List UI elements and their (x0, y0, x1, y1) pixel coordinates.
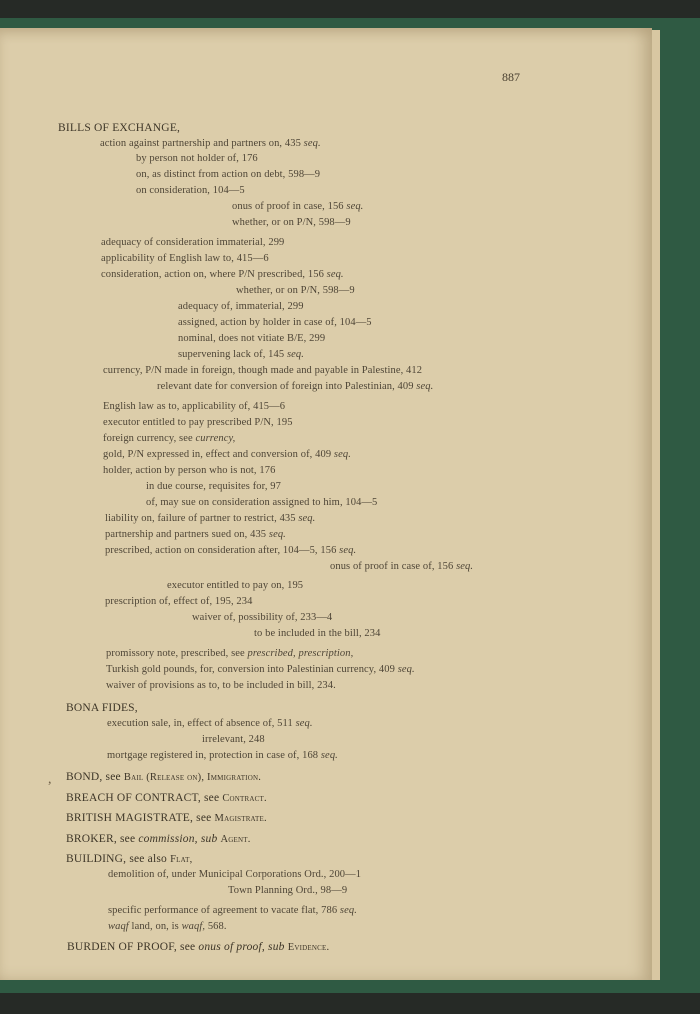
entry-text: waiver of provisions as to, to be included in bill, 234. (106, 680, 336, 691)
entry-text: executor entitled to pay prescribed P/N, 195 (103, 417, 293, 428)
entry-text: BUILDING, see also (66, 853, 171, 865)
small-caps-text: Agent. (220, 834, 251, 845)
index-subentry (105, 513, 315, 524)
index-subentry (103, 449, 351, 460)
italic-text: seq. (346, 201, 364, 212)
index-subentry (107, 750, 338, 761)
index-subentry (103, 465, 275, 476)
entry-text: in due course, requisites for, 97 (146, 481, 281, 492)
entry-text: prescription of, effect of, 195, 234 (105, 596, 253, 607)
index-subentry (101, 253, 269, 264)
entry-text: whether, or on P/N, 598—9 (236, 285, 355, 296)
italic-text: waqf (108, 921, 129, 932)
index-subentry (108, 905, 357, 916)
entry-text: partnership and partners sued on, 435 (105, 529, 269, 540)
italic-text: seq. (298, 513, 316, 524)
entry-text: BOND, see (66, 771, 124, 783)
entry-text: gold, P/N expressed in, effect and conversion of, 409 (103, 449, 334, 460)
entry-text: foreign currency, see (103, 433, 196, 444)
entry-text: Turkish gold pounds, for, conversion into Palestinian currency, 409 (106, 664, 398, 675)
italic-text: seq. (333, 449, 351, 460)
entry-text: onus of proof in case, 156 (232, 201, 347, 212)
index-subentry (103, 401, 285, 412)
small-caps-text: Magistrate. (214, 813, 267, 824)
entry-text: promissory note, prescribed, see (106, 648, 248, 659)
entry-text: 568. (205, 921, 227, 932)
small-caps-text: Bail (Release on), Immigration. (123, 772, 262, 783)
italic-text: waqf, (181, 921, 206, 932)
margin-mark: , (48, 772, 52, 787)
entry-text: of, may sue on consideration assigned to him, 104—5 (146, 497, 378, 508)
index-subentry (146, 481, 281, 492)
entry-text: onus of proof in case of, 156 (330, 561, 457, 572)
index-subentry (136, 185, 245, 196)
index-subentry (136, 169, 320, 180)
index-heading (67, 941, 329, 953)
index-subentry (107, 718, 313, 729)
italic-text: seq. (320, 750, 338, 761)
entry-text: adequacy of consideration immaterial, 299 (101, 237, 285, 248)
entry-text: BILLS OF EXCHANGE, (58, 122, 181, 134)
entry-text: by person not holder of, 176 (136, 153, 258, 164)
entry-text: irrelevant, 248 (202, 734, 265, 745)
entry-text: BONA FIDES, (66, 702, 138, 714)
index-subentry (103, 433, 235, 444)
entry-text: waiver of, possibility of, 233—4 (192, 612, 333, 623)
index-subentry (103, 417, 293, 428)
entry-text: on, as distinct from action on debt, 598—9 (136, 169, 321, 180)
italic-text: currency, (195, 433, 236, 444)
index-subentry (228, 885, 347, 896)
entry-text: supervening lack of, 145 (178, 349, 287, 360)
index-subentry (103, 365, 422, 376)
index-subentry (106, 680, 336, 691)
entry-text: assigned, action by holder in case of, 104—5 (178, 317, 372, 328)
italic-text: onus of proof, sub (198, 941, 288, 953)
entry-text: currency, P/N made in foreign, though made and payable in Palestine, 412 (103, 365, 423, 376)
entry-text: prescribed, action on consideration after, 104—5, 156 (105, 545, 340, 556)
page-number: 887 (502, 70, 520, 84)
italic-text: prescribed, prescription, (247, 648, 354, 659)
index-subentry (106, 648, 353, 659)
index-subentry (192, 612, 332, 623)
index-heading (66, 771, 261, 783)
index-subentry (232, 201, 363, 212)
entry-text: execution sale, in, effect of absence of, 511 (107, 718, 296, 729)
index-subentry (101, 269, 344, 280)
entry-text: nominal, does not vitiate B/E, 299 (178, 333, 326, 344)
entry-text: demolition of, under Municipal Corporations Ord., 200—1 (108, 869, 362, 880)
italic-text: seq. (326, 269, 344, 280)
small-caps-text: Flat, (170, 854, 193, 865)
index-subentry (232, 217, 351, 228)
entry-text: specific performance of agreement to vacate flat, 786 (108, 905, 340, 916)
small-caps-text: Evidence. (287, 942, 330, 953)
entry-text: action against partnership and partners on, 435 (100, 138, 304, 149)
index-subentry (167, 580, 303, 591)
index-subentry (105, 596, 252, 607)
index-subentry (101, 237, 284, 248)
index-subentry (254, 628, 380, 639)
italic-text: seq. (416, 381, 434, 392)
entry-text: consideration, action on, where P/N prescribed, 156 (101, 269, 327, 280)
entry-text: BREACH OF CONTRACT, see (66, 792, 223, 804)
italic-text: seq. (286, 349, 304, 360)
index-subentry (105, 545, 356, 556)
italic-text: seq. (339, 905, 357, 916)
index-subentry (106, 664, 415, 675)
entry-text: liability on, failure of partner to restrict, 435 (105, 513, 299, 524)
index-subentry (178, 333, 325, 344)
index-heading (66, 792, 267, 804)
index-subentry (105, 529, 286, 540)
index-heading (66, 702, 138, 714)
index-subentry (178, 349, 304, 360)
entry-text: to be included in the bill, 234 (254, 628, 381, 639)
index-subentry (202, 734, 265, 745)
index-subentry (236, 285, 355, 296)
italic-text: seq. (397, 664, 415, 675)
entry-text: applicability of English law to, 415—6 (101, 253, 269, 264)
index-subentry (108, 869, 361, 880)
entry-text: adequacy of, immaterial, 299 (178, 301, 304, 312)
entry-text: executor entitled to pay on, 195 (167, 580, 304, 591)
index-subentry (100, 138, 321, 149)
index-subentry (330, 561, 473, 572)
entry-text: mortgage registered in, protection in case of, 168 (107, 750, 321, 761)
entry-text: holder, action by person who is not, 176 (103, 465, 276, 476)
italic-text: seq. (456, 561, 474, 572)
index-heading (66, 853, 192, 865)
index-heading (66, 833, 251, 845)
index-subentry (178, 301, 304, 312)
entry-text: BRITISH MAGISTRATE, see (66, 812, 215, 824)
entry-text: BURDEN OF PROOF, see (67, 941, 199, 953)
entry-text: whether, or on P/N, 598—9 (232, 217, 351, 228)
index-subentry (136, 153, 258, 164)
index-heading (66, 812, 267, 824)
italic-text: seq. (295, 718, 313, 729)
italic-text: seq. (339, 545, 357, 556)
entry-text: Town Planning Ord., 98—9 (228, 885, 348, 896)
italic-text: commission, sub (138, 833, 221, 845)
index-subentry (178, 317, 372, 328)
entry-text: English law as to, applicability of, 415—6 (103, 401, 286, 412)
small-caps-text: Contract. (222, 793, 267, 804)
entry-text: on consideration, 104—5 (136, 185, 245, 196)
entry-text: land, on, is (128, 921, 182, 932)
italic-text: seq. (303, 138, 321, 149)
entry-text: relevant date for conversion of foreign into Palestinian, 409 (157, 381, 417, 392)
index-subentry (146, 497, 377, 508)
index-heading (58, 122, 180, 134)
index-subentry (108, 921, 227, 932)
italic-text: seq. (268, 529, 286, 540)
entry-text: BROKER, see (66, 833, 139, 845)
index-subentry (157, 381, 433, 392)
